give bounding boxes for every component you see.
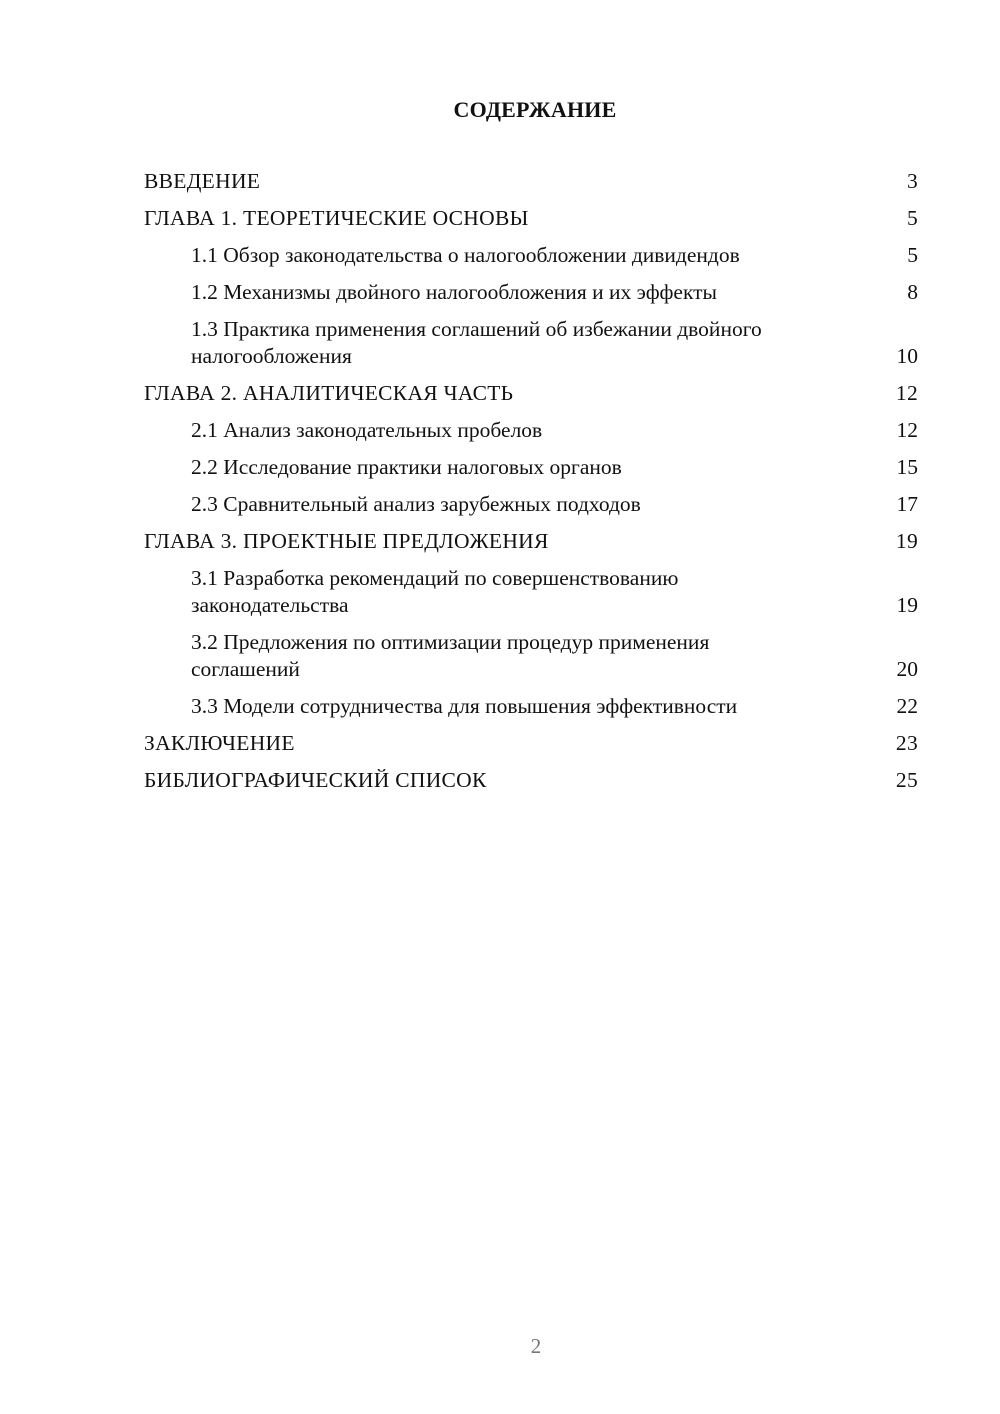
toc-entry-title: 1.1 Обзор законодательства о налогообложении дивидендов (191, 243, 740, 267)
toc-entry-page: 25 (895, 768, 918, 792)
toc-entry-page: 3 (906, 169, 918, 193)
toc-entry-title: ГЛАВА 3. ПРОЕКТНЫЕ ПРЕДЛОЖЕНИЯ (144, 529, 549, 553)
toc-entry-chapter-3[interactable] (144, 528, 918, 555)
toc-entry-page: 22 (896, 694, 918, 718)
toc-entry-chapter-1[interactable] (144, 205, 918, 232)
toc-entry-section-2-2[interactable] (144, 454, 918, 481)
toc-entry-page: 17 (896, 492, 918, 516)
toc-entry-page: 20 (896, 657, 918, 681)
toc-entry-bibliography[interactable] (144, 767, 918, 794)
toc-entry-section-3-2[interactable] (144, 629, 918, 683)
toc-entry-section-3-1[interactable] (144, 565, 918, 619)
toc-entry-page: 23 (895, 731, 918, 755)
toc-entry-title: 3.1 Разработка рекомендаций по совершенствованию законодательства (191, 566, 679, 617)
toc-entry-introduction[interactable] (144, 168, 918, 195)
toc-entry-page: 12 (896, 418, 918, 442)
toc-entry-conclusion[interactable] (144, 730, 918, 757)
toc-entry-title: ГЛАВА 2. АНАЛИТИЧЕСКАЯ ЧАСТЬ (144, 381, 514, 405)
toc-entry-section-1-2[interactable] (144, 279, 918, 306)
toc-entry-page: 5 (907, 243, 918, 267)
toc-entry-chapter-2[interactable] (144, 380, 918, 407)
toc-entry-section-3-3[interactable] (144, 693, 918, 720)
toc-entry-page: 10 (896, 344, 918, 368)
toc-entry-title: 2.1 Анализ законодательных пробелов (191, 418, 543, 442)
toc-entry-title: 1.3 Практика применения соглашений об избежании двойного налогообложения (191, 317, 762, 368)
toc-entry-section-1-1[interactable] (144, 242, 918, 269)
toc-entry-page: 12 (895, 381, 918, 405)
toc-entry-title: 1.2 Механизмы двойного налогообложения и их эффекты (191, 280, 717, 304)
toc-entry-section-2-1[interactable] (144, 417, 918, 444)
toc-entry-title: 3.3 Модели сотрудничества для повышения эффективности (191, 694, 738, 718)
toc-entry-page: 8 (907, 280, 918, 304)
toc-entry-section-1-3[interactable] (144, 316, 918, 370)
toc-entry-title: 2.3 Сравнительный анализ зарубежных подходов (191, 492, 641, 516)
toc-entry-title: 3.2 Предложения по оптимизации процедур применения соглашений (191, 630, 710, 681)
toc-entry-section-2-3[interactable] (144, 491, 918, 518)
toc-entry-title: ЗАКЛЮЧЕНИЕ (144, 731, 295, 755)
toc-entry-page: 19 (896, 593, 918, 617)
toc-entry-page: 19 (895, 529, 918, 553)
toc-entry-page: 15 (896, 455, 918, 479)
toc-entry-page: 5 (906, 206, 918, 230)
toc-entry-title: 2.2 Исследование практики налоговых органов (191, 455, 622, 479)
toc-entry-title: БИБЛИОГРАФИЧЕСКИЙ СПИСОК (144, 768, 487, 792)
toc-heading: СОДЕРЖАНИЕ (453, 97, 617, 122)
table-of-contents (144, 168, 918, 804)
page-number: 2 (530, 1334, 542, 1358)
toc-entry-title: ГЛАВА 1. ТЕОРЕТИЧЕСКИЕ ОСНОВЫ (144, 206, 529, 230)
toc-entry-title: ВВЕДЕНИЕ (144, 169, 261, 193)
